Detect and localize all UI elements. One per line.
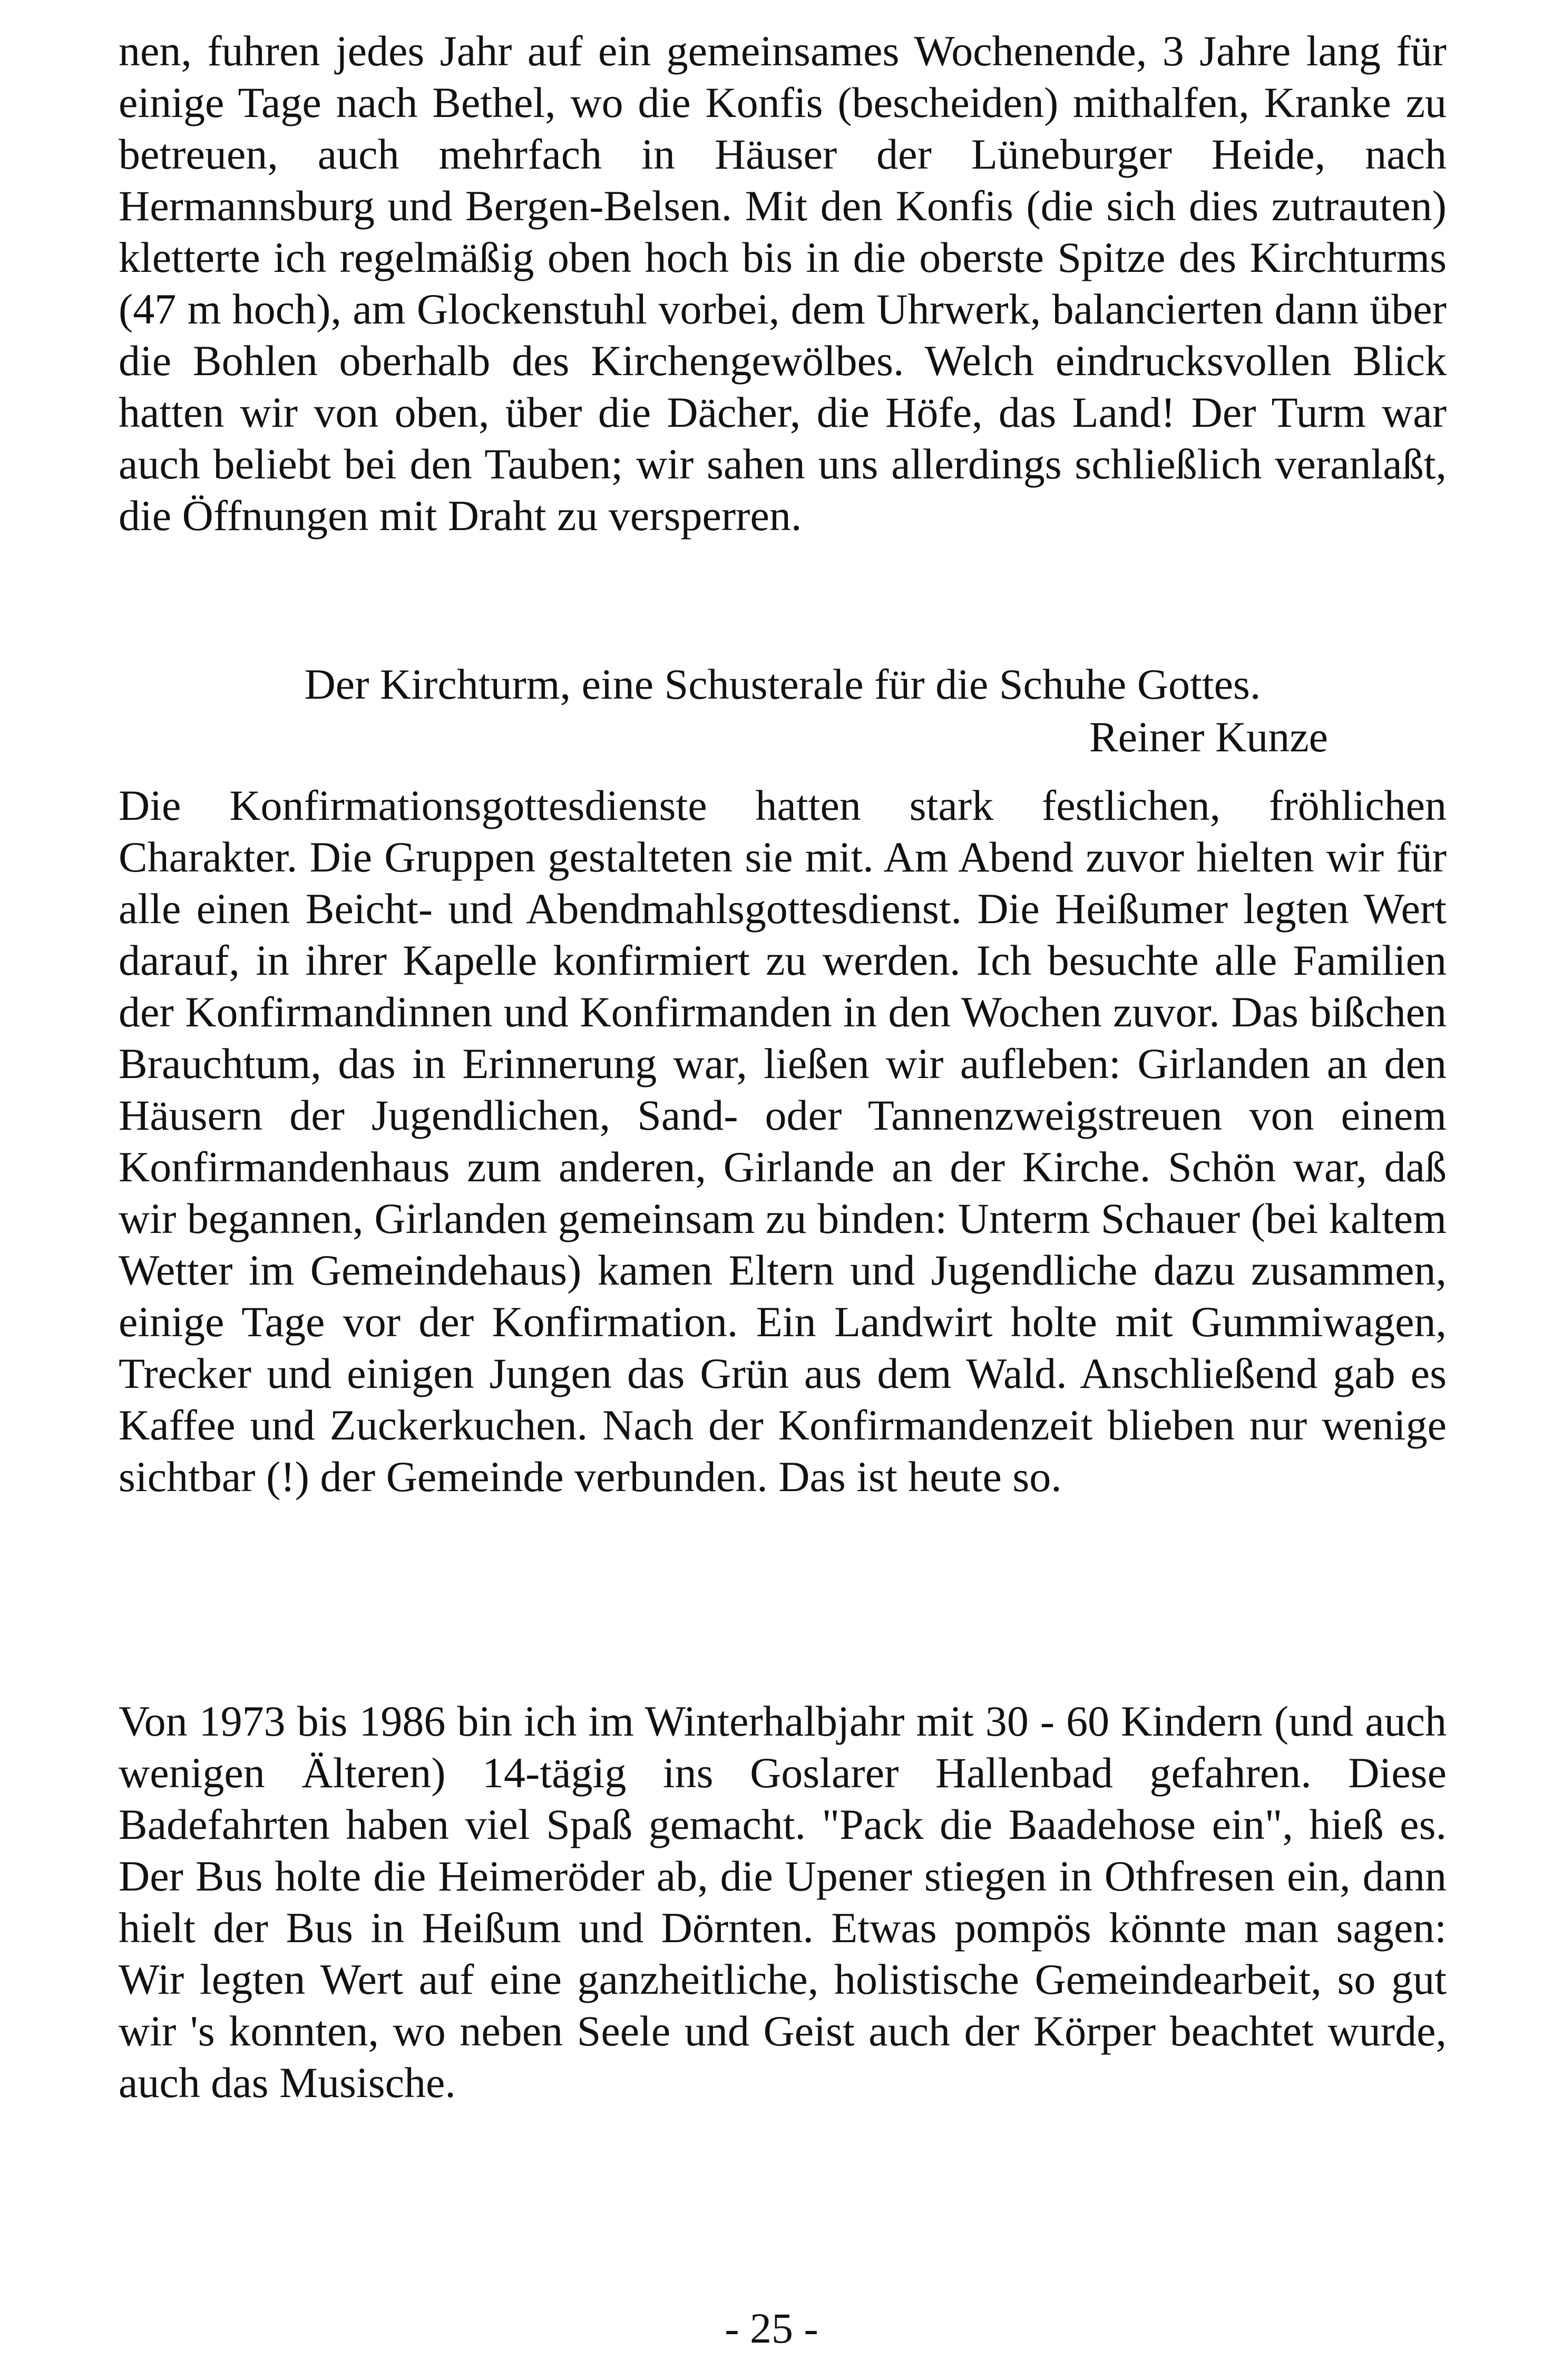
paragraph-konfirmationsgottesdienste: Die Konfirmationsgottesdienste hatten stark festlichen, fröhlichen Charakter. Die Gruppen gestalteten sie mit. Am Abend zuvor hielten wir für alle einen Beicht- und Abendmahlsgottesdienst. Die Heißumer legten Wert darauf, in ihrer Kapelle konfirmiert zu werden. Ich besuchte alle Familien der Konfirmandinnen und Konfirmanden in den Wochen zuvor. Das bißchen Brauchtum, das in Erinnerung war, ließen wir aufleben: Girlanden an den Häusern der Jugendlichen, Sand- oder Tannenzweigstreuen von einem Konfirmandenhaus zum anderen, Girlande an der Kirche. Schön war, daß wir begannen, Girlanden gemeinsam zu binden: Unterm Schauer (bei kaltem Wetter im Gemeindehaus) kamen Eltern und Jugendliche dazu zusammen, einige Tage vor der Konfirmation. Ein Landwirt holte mit Gummiwagen, Trecker und einigen Jungen das Grün aus dem Wald. Anschließend gab es Kaffee und Zuckerkuchen. Nach der Konfirmandenzeit blieben nur wenige sichtbar (!) der Gemeinde verbunden. Das ist heute so. [119,781,1447,1501]
paragraph-konfis-kirchturm: nen, fuhren jedes Jahr auf ein gemeinsames Wochenende, 3 Jahre lang für einige Tage nach Bethel, wo die Konfis (bescheiden) mithalfen, Kranke zu betreuen, auch mehrfach in Häuser der Lüneburger Heide, nach Hermannsburg und Bergen-Belsen. Mit den Konfis (die sich dies zutrauten) kletterte ich regelmäßig oben hoch bis in die oberste Spitze des Kirchturms (47 m hoch), am Glockenstuhl vorbei, dem Uhrwerk, balancierten dann über die Bohlen oberhalb des Kirchengewölbes. Welch eindrucksvollen Blick hatten wir von oben, über die Dächer, die Höfe, das Land! Der Turm war auch beliebt bei den Tauben; wir sahen uns allerdings schließlich veranlaßt, die Öffnungen mit Draht zu versperren. [119,27,1447,540]
quote-author: Reiner Kunze [1089,713,1328,761]
quote-text: Der Kirchturm, eine Schusterale für die Schuhe Gottes. [304,660,1261,708]
page-number: - 25 - [725,2304,818,2352]
paragraph-badefahrten: Von 1973 bis 1986 bin ich im Winterhalbjahr mit 30 - 60 Kindern (und auch wenigen Älteren) 14-tägig ins Goslarer Hallenbad gefahren. Diese Badefahrten haben viel Spaß gemacht. "Pack die Baadehose ein", hieß es. Der Bus holte die Heimeröder ab, die Upener stiegen in Othfresen ein, dann hielt der Bus in Heißum und Dörnten. Etwas pompös könnte man sagen: Wir legten Wert auf eine ganzheitliche, holistische Gemeindearbeit, so gut wir 's konnten, wo neben Seele und Geist auch der Körper beachtet wurde, auch das Musische. [119,1697,1447,2107]
